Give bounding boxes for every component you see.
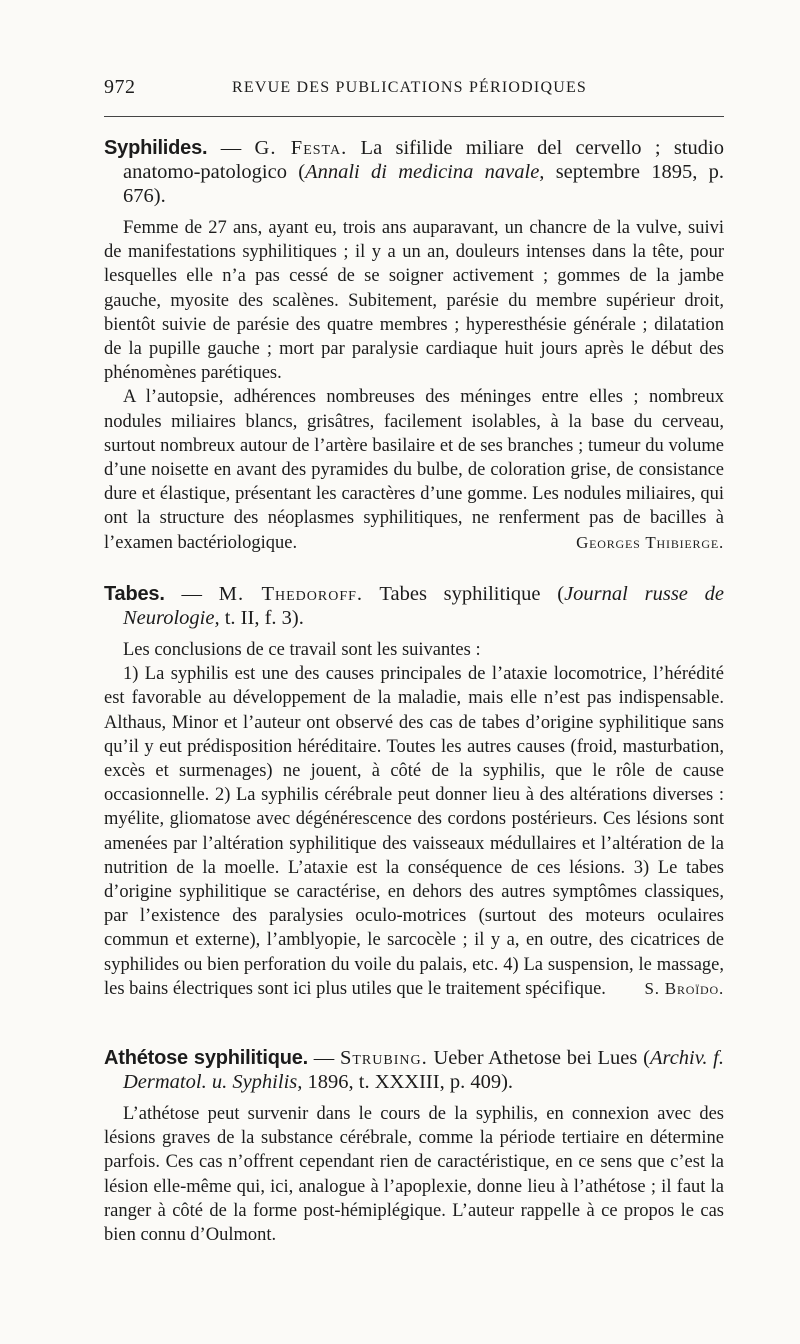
paragraph: Les conclusions de ce travail sont les suivantes :	[123, 640, 481, 660]
citation-details: 1896, t. XXXIII, p. 409).	[302, 1071, 514, 1093]
article-tabes	[104, 582, 724, 1001]
article-title: Athétose syphilitique.	[104, 1047, 309, 1069]
journal-name: Archiv. f. Dermatol. u. Syphilis,	[123, 1047, 724, 1093]
journal-name: Journal russe de Neurologie,	[123, 583, 725, 629]
journal-name: Annali di medicina navale,	[305, 161, 545, 183]
signature: Georges Thibierge.	[576, 532, 724, 552]
article-heading	[104, 582, 724, 630]
citation-details: t. II, f. 3).	[219, 607, 304, 629]
article-athetose	[104, 1046, 724, 1247]
page-number: 972	[104, 76, 136, 98]
signature: S. Broïdo.	[644, 978, 724, 998]
paragraph	[104, 662, 724, 1001]
paragraph-text: 1) La syphilis est une des causes principales de l’ataxie locomotrice, l’hérédité est favorable au développement de la maladie, mais elle n’est pas indispensable. Althaus, Minor et l’auteur ont observé des cas de tabes d’origine syphilitique sans qu’il y eut prédisposition héréditaire. Toutes les autres causes (froid, masturbation, excès et surmenages) ne jouent, à côté de la syphilis, que le rôle de cause occasionnelle. 2) La syphilis cérébrale peut donner lieu à des altérations diverses : myélite, gliomatose avec dégénérescence des cordons postérieurs. Ces lésions sont amenées par l’altération syphilitique des vaisseaux médullaires et l’altération de la nutrition de la moelle. L’ataxie est la conséquence de ces lésions. 3) Le tabes d’origine syphilitique se caractérise, en dehors des autres symptômes classiques, par l’existence des paralysies oculo-motrices (surtout des moteurs oculaires commun et externe), l’amblyopie, le sarcocèle ; il y a, en outre, des cicatrices de syphilides ou bien perforation du voile du palais, etc. 4) La suspension, le massage, les bains électriques sont ici plus utiles que le traitement spécifique.	[104, 664, 724, 999]
article-title: Syphilides.	[104, 137, 208, 159]
paragraph: Femme de 27 ans, ayant eu, trois ans auparavant, un chancre de la vulve, suivi de manifestations syphilitiques ; il y a un an, douleurs intenses dans la tête, pour lesquelles elle n’a pas cessé de se soigner activement ; gommes de la jambe gauche, myosite des scalènes. Subitement, parésie du membre supérieur droit, bientôt suivie de parésie des quatre membres ; hyperesthésie générale ; dilatation de la pupille gauche ; mort par paralysie cardiaque huit jours après le début des phénomènes parétiques.	[104, 218, 724, 384]
running-head: REVUE DES PUBLICATIONS PÉRIODIQUES	[232, 79, 588, 96]
header-rule	[104, 116, 724, 117]
article-heading	[104, 136, 724, 208]
article-author: M. Thedoroff.	[218, 583, 364, 605]
paragraph: L’athétose peut survenir dans le cours de la syphilis, en connexion avec des lésions graves de la substance cérébrale, comme la période tertiaire en détermine parfois. Ces cas n’offrent cependant rien de caractéristique, en ce sens que c’est la lésion elle-même qui, ici, analogue à l’apoplexie, donne lieu à l’athétose ; il faut la ranger à côté de la forme post-hémiplégique. L’auteur rappelle à ce propos le cas bien connu d’Oulmont.	[104, 1104, 724, 1246]
citation-details: septembre 1895, p. 676).	[123, 161, 724, 207]
article-author: G. Festa.	[254, 137, 348, 159]
article-author: Strubing.	[339, 1047, 428, 1069]
paragraph-text: A l’autopsie, adhérences nombreuses des méninges entre elles ; nombreux nodules miliaires blancs, grisâtres, facilement isolables, à la base du cerveau, surtout nombreux autour de l’artère basilaire et de ses branches ; tumeur du volume d’une noisette en avant des pyramides du bulbe, de coloration grise, de consistance dure et élastique, présentant les caractères d’une gomme. Les nodules miliaires, qui ont la structure des néoplasmes syphilitiques, ne renferment pas de bacilles à l’examen bactériologique.	[104, 387, 724, 553]
article-syphilides	[104, 136, 724, 555]
page-header	[104, 76, 724, 106]
title-dash: —	[164, 583, 219, 605]
article-title: Tabes.	[104, 583, 165, 605]
title-dash: —	[308, 1047, 340, 1069]
title-dash: —	[207, 137, 255, 159]
article-heading	[104, 1046, 724, 1094]
paragraph	[104, 385, 724, 554]
citation-text: Ueber Athetose bei Lues (	[427, 1047, 650, 1069]
citation-text: Tabes syphilitique (	[363, 583, 565, 605]
citation-text: La sifilide miliare del cervello ; studio anatomo-patologico (	[123, 137, 724, 183]
